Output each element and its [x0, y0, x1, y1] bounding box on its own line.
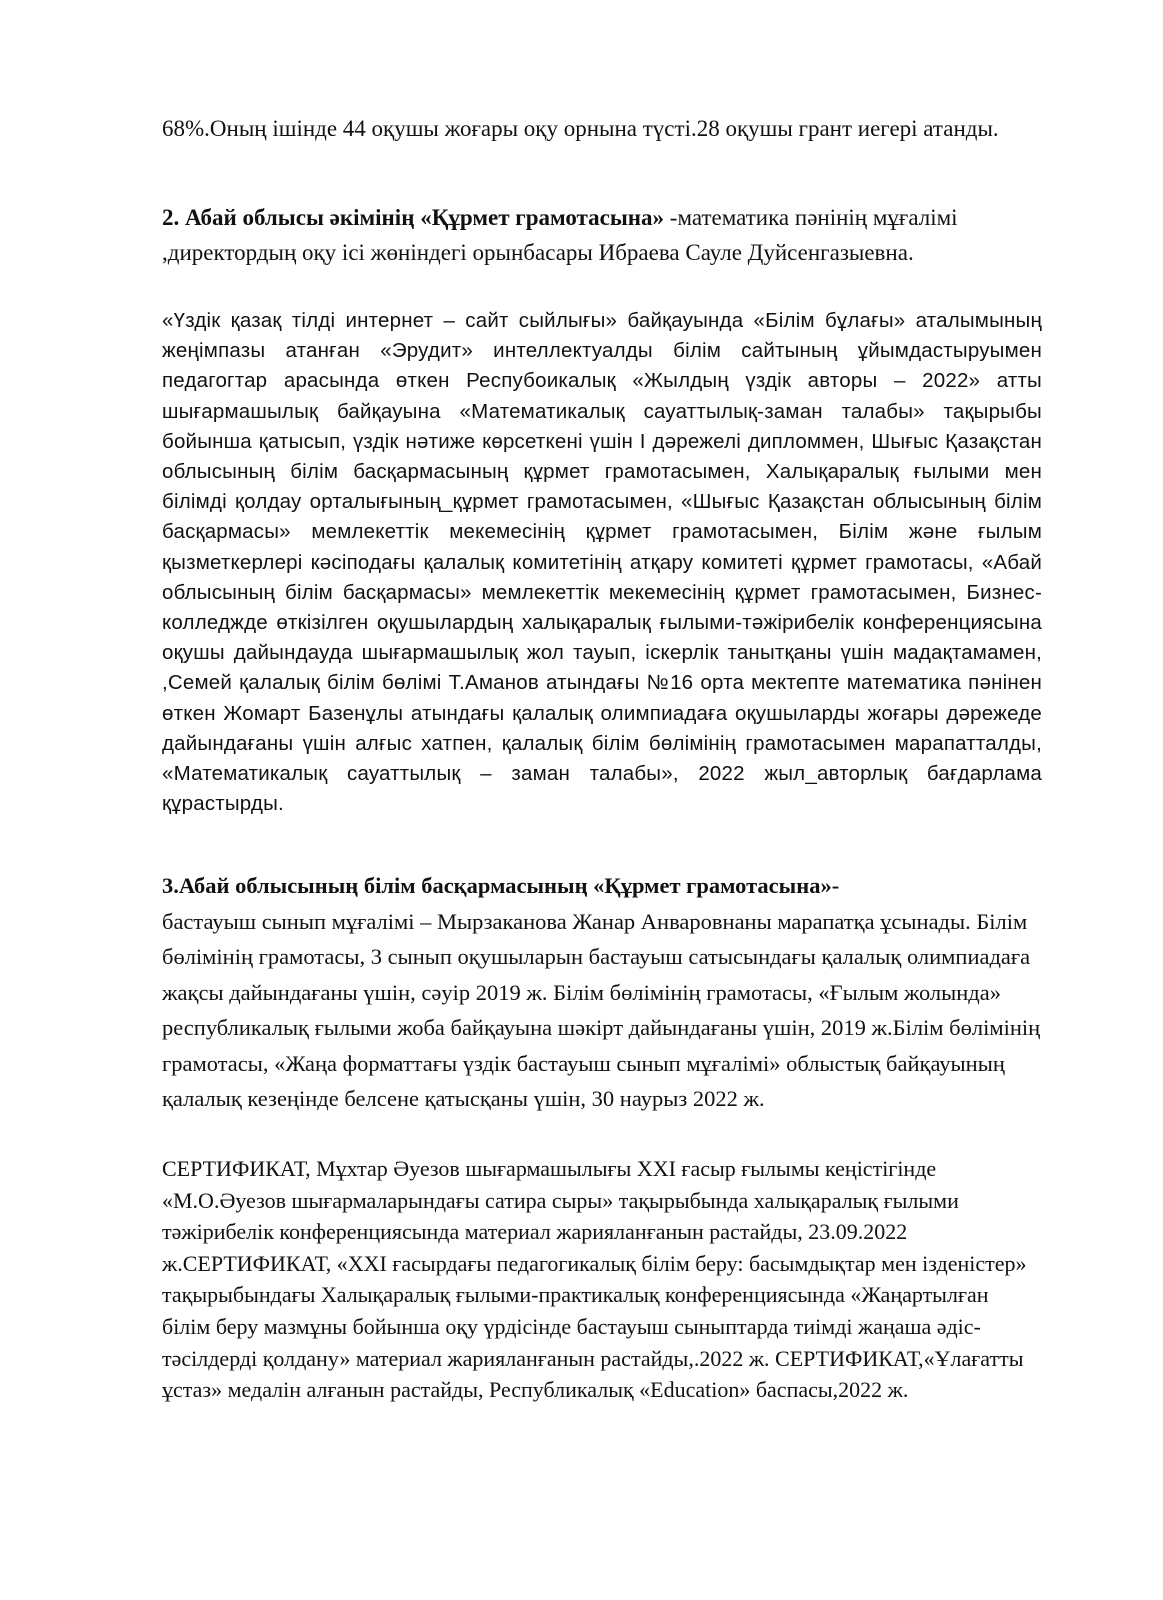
paragraph-achievements: «Үздік қазақ тілді интернет – сайт сыйлығы» байқауында «Білім бұлағы» аталымының жеңімпазы атанған «Эрудит» интеллектуалды білім сайтының ұйымдастыруымен педагогтар арасында өткен Респубоикалық «Жылдың үздік авторы – 2022» атты шығармашылық байқауына «Математикалық сауаттылық-заман талабы» тақырыбы бойынша қатысып, үздік нәтиже көрсеткені үшін І дәрежелі дипломмен, Шығыс Қазақстан облысының білім басқармасының құрмет грамотасымен, Халықаралық ғылыми мен білімді қолдау орталығының_құрмет грамотасымен, «Шығыс Қазақстан облысының білім басқармасы» мемлекеттік мекемесінің құрмет грамотасымен, Білім және ғылым қызметкерлері кәсіподағы қалалық комитетінің атқару комитеті құрмет грамотасы, «Абай облысының білім басқармасы» мемлекеттік мекемесінің құрмет грамотасымен, Бизнес-колледжде өткізілген оқушылардың халықаралық ғылыми-тәжірибелік конференциясына оқушы дайындауда шығармашылық жол тауып, іскерлік танытқаны үшін мадақтамамен, ,Семей қалалық білім бөлімі Т.Аманов атындағы №16 орта мектепте математика пәнінен өткен Жомарт Базенұлы атындағы қалалық олимпиадаға оқушыларды жоғары дәрежеде дайындағаны үшін алғыс хатпен, қалалық білім бөлімінің грамотасымен марапатталды, «Математикалық сауаттылық – заман талабы», 2022 жыл_авторлық бағдарлама құрастырды. [162, 309, 1042, 816]
nomination-3-heading: 3.Абай облысының білім басқармасының «Құрмет грамотасына»- [162, 873, 840, 898]
nomination-3-text: бастауыш сынып мұғалімі – Мырзаканова Жанар Анваровнаны марапатқа ұсынады. Білім бөлімінің грамотасы, 3 сынып оқушыларын бастауыш сатысындағы қалалық олимпиадаға жақсы дайындағаны үшін, сәуір 2019 ж. Білім бөлімінің грамотасы, «Ғылым жолында» республикалық ғылыми жоба байқауына шәкірт дайындағаны үшін, 2019 ж.Білім бөлімінің грамотасы, «Жаңа форматтағы үздік бастауыш сынып мұғалімі» облыстық байқауының қалалық кезеңінде белсене қатысқаны үшін, 30 наурыз 2022 ж. [162, 908, 1041, 1111]
paragraph-certificates: СЕРТИФИКАТ, Мұхтар Әуезов шығармашылығы XXI ғасыр ғылымы кеңістігінде «М.О.Әуезов шығармаларындағы сатира сыры» тақырыбында халықаралық ғылыми тәжірибелік конференциясында материал жарияланғанын растайды, 23.09.2022 ж.СЕРТИФИКАТ, «XXI ғасырдағы педагогикалық білім беру: басымдықтар мен ізденістер» тақырыбындағы Халықаралық ғылыми-практикалық конференциясында «Жаңартылған білім беру мазмұны бойынша оқу үрдісінде бастауыш сыныптарда тиімді жаңаша әдіс-тәсілдерді қолдану» материал жарияланғанын растайды,.2022 ж. СЕРТИФИКАТ,«Ұлағатты ұстаз» медалін алғанын растайды, Республикалық «Education» баспасы,2022 ж. [162, 1156, 1027, 1403]
nomination-2-heading: 2. Абай облысы әкімінің «Құрмет грамотасына» [162, 205, 665, 230]
paragraph-results: 68%.Оның ішінде 44 оқушы жоғары оқу орнына түсті.28 оқушы грант иегері атанды. [162, 116, 999, 141]
nomination-2-text: -математика пәнінің мұғалімі ,директордың оқу ісі жөніндегі орынбасары Ибраева Сауле Дуйсенгазыевна. [162, 205, 958, 265]
paragraph-nomination-3 [162, 868, 1042, 1117]
paragraph-nomination-2 [162, 200, 1042, 270]
